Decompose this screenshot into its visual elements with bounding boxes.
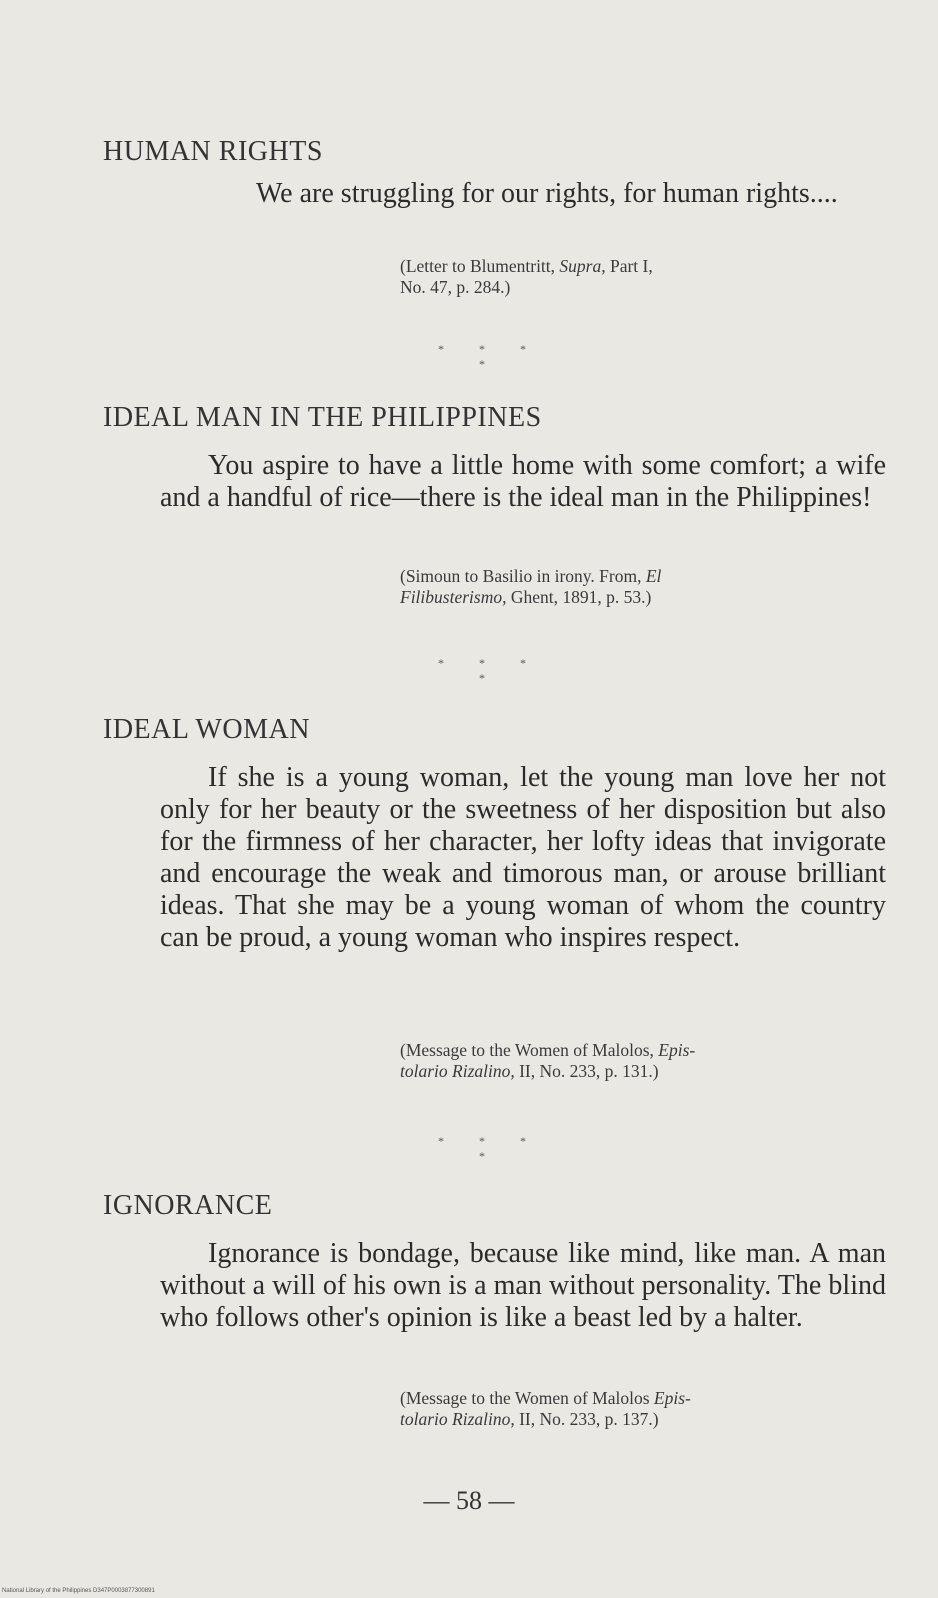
citation-text: Ghent, 1891, p. 53.): [506, 587, 652, 607]
quote-human-rights: [160, 178, 886, 210]
section-heading-ideal-woman: IDEAL WOMAN: [103, 714, 310, 745]
quote-text: We are struggling for our rights, for human rights....: [256, 178, 838, 209]
footer-library-stamp: National Library of the Philippines D347P0003877300891: [2, 1588, 155, 1594]
citation-text: (Simoun to Basilio in irony. From,: [400, 566, 646, 586]
citation-ignorance: [400, 1388, 886, 1430]
citation-italic: tolario Rizalino,: [400, 1409, 515, 1429]
quote-ignorance: [160, 1238, 886, 1334]
separator-stars: * * * *: [438, 342, 542, 371]
citation-italic: Epis-: [653, 1388, 691, 1408]
quote-text: If she is a young woman, let the young man love her not only for her beauty or the sweetness of her disposition but also for the firmness of her character, her lofty ideas that invigorate and encourage the weak and timorous man, or arouse brilliant ideas. That she may be a young woman of whom the country can be proud, a young woman who inspires respect.: [160, 762, 886, 953]
citation-text: (Letter to Blumentritt,: [400, 256, 560, 276]
citation-italic: Supra,: [559, 256, 606, 276]
citation-text: (Message to the Women of Malolos,: [400, 1040, 659, 1060]
citation-text: (Message to the Women of Malolos: [400, 1388, 654, 1408]
citation-italic: El: [645, 566, 662, 586]
section-heading-ideal-man: IDEAL MAN IN THE PHILIPPINES: [103, 402, 542, 433]
citation-line-1: [400, 1040, 886, 1061]
citation-text: Part I,: [605, 256, 653, 276]
citation-line-1: [400, 566, 886, 587]
citation-line-2: [400, 587, 886, 608]
citation-text: II, No. 233, p. 137.): [514, 1409, 659, 1429]
citation-line-1: [400, 256, 886, 277]
quote-text: Ignorance is bondage, because like mind, like man. A man without a will of his own is a man without personality. The blind who follows other's opinion is like a beast led by a halter.: [160, 1238, 886, 1333]
quote-ideal-man: [160, 450, 886, 514]
quote-ideal-woman: [160, 762, 886, 954]
section-heading-human-rights: HUMAN RIGHTS: [103, 136, 323, 167]
page-number: — 58 —: [423, 1486, 515, 1515]
citation-italic: Filibusterismo,: [400, 587, 507, 607]
citation-line-2: [400, 1061, 886, 1082]
citation-line-2: No. 47, p. 284.): [400, 277, 511, 297]
citation-ideal-woman: [400, 1040, 886, 1082]
citation-line-1: [400, 1388, 886, 1409]
separator-stars: * * * *: [438, 1134, 542, 1163]
quote-text: You aspire to have a little home with some comfort; a wife and a handful of rice—there is the ideal man in the Philippines!: [160, 450, 886, 513]
citation-line-2: [400, 1409, 886, 1430]
section-heading-ignorance: IGNORANCE: [103, 1190, 273, 1221]
citation-italic: Epis-: [658, 1040, 696, 1060]
citation-ideal-man: [400, 566, 886, 608]
separator-stars: * * * *: [438, 656, 542, 685]
citation-italic: tolario Rizalino,: [400, 1061, 515, 1081]
citation-human-rights: [400, 256, 886, 298]
citation-text: II, No. 233, p. 131.): [514, 1061, 659, 1081]
